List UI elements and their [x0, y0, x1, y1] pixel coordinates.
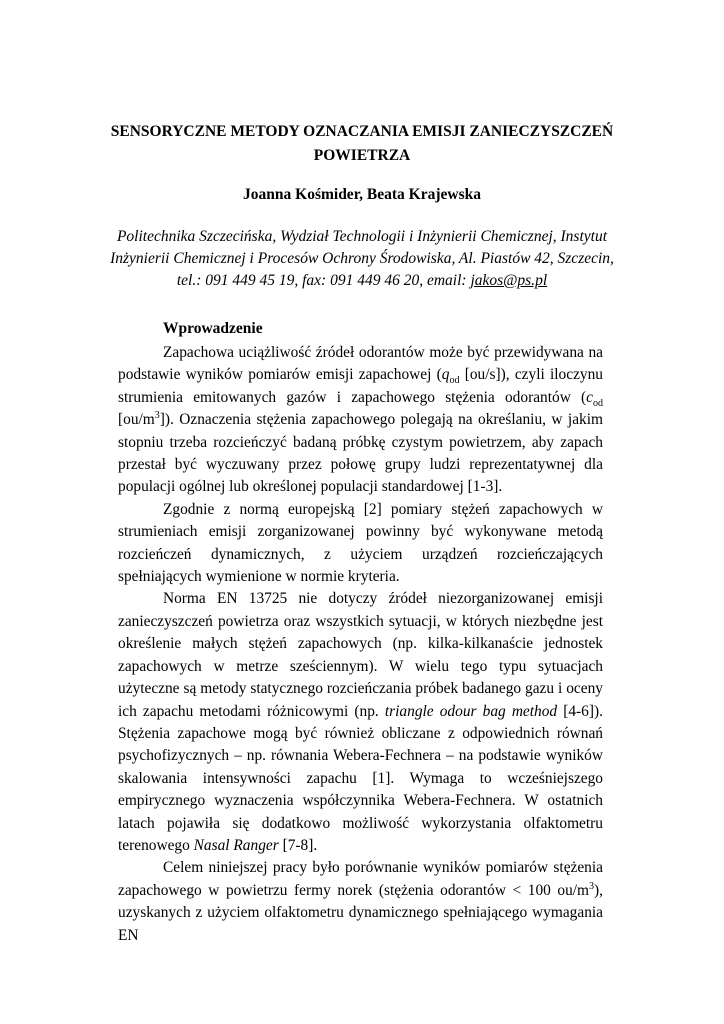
body-text — [118, 342, 603, 947]
paragraph-1: Zapachowa uciążliwość źródeł odorantów może być przewidywana na podstawie wyników pomiarów emisji zapachowej ($q_{od}$ [ou/s]), czyli iloczynu strumienia emitowanych gazów i zapachowego stężenia odorantów ($c_{od}$ $[ou/m^3]$). Oznaczenia stężenia zapachowego polegają na określaniu, w jakim stopniu trzeba rozcieńczyć badaną próbkę czystym powietrzem, aby zapach przestał być wyczuwany przez połowę grupy ludzi reprezentatywnej dla populacji ogólnej lub określonej populacji standardowej [1-3]. — [118, 344, 603, 496]
paragraph-4: Celem niniejszej pracy było porównanie wyników pomiarów stężenia zapachowego w powietrzu fermy norek (stężenia odorantów < 100 $ou/m^3$), uzyskanych z użyciem olfaktometru dynamicznego spełniającego wymagania EN — [118, 859, 603, 944]
email-link[interactable]: jakos@ps.pl — [470, 272, 548, 289]
paper-title-line-1: SENSORYCZNE METODY OZNACZANIA EMISJI ZANIECZYSZCZEŃ — [110, 123, 614, 140]
affiliation-line-1: Politechnika Szczecińska, Wydział Technologii i Inżynierii Chemicznej, Instytut — [116, 228, 608, 245]
affiliation-line-3 — [100, 270, 624, 292]
paper-authors: Joanna Kośmider, Beata Krajewska — [243, 186, 481, 203]
contact-info: tel.: 091 449 45 19, fax: 091 449 46 20, email: — [176, 272, 471, 289]
affiliation-line-2: Inżynierii Chemicznej i Procesów Ochrony Środowiska, Al. Piastów 42, Szczecin, — [110, 250, 614, 267]
paper-title — [100, 120, 624, 168]
affiliation — [100, 226, 624, 292]
section-heading: Wprowadzenie — [163, 320, 263, 337]
paragraph-3: Norma EN 13725 nie dotyczy źródeł niezorganizowanej emisji zanieczyszczeń powietrza oraz wszystkich sytuacji, w których niezbędne jest określenie małych stężeń zapachowych (np. kilka-kilkanaście jednostek zapachowych w metrze sześciennym). W wielu tego typu sytuacjach użyteczne są metody statycznego rozcieńczania próbek badanego gazu i oceny ich zapachu metodami różnicowymi (np. triangle odour bag method [4-6]). Stężenia zapachowe mogą być również obliczane z odpowiednich równań psychofizycznych – np. równania Webera-Fechnera – na podstawie wyników skalowania intensywności zapachu [1]. Wymaga to wcześniejszego empirycznego wyznaczenia współczynnika Webera-Fechnera. W ostatnich latach pojawiła się dodatkowo możliwość wykorzystania olfaktometru terenowego Nasal Ranger [7-8]. — [118, 590, 603, 854]
paper-title-line-2: POWIETRZA — [313, 147, 411, 164]
paragraph-2: Zgodnie z normą europejską [2] pomiary stężeń zapachowych w strumieniach emisji zorganizowanej powinny być wykonywane metodą rozcieńczeń dynamicznych, z użyciem urządzeń rozcieńczających spełniających wymienione w normie kryteria. — [118, 500, 603, 586]
